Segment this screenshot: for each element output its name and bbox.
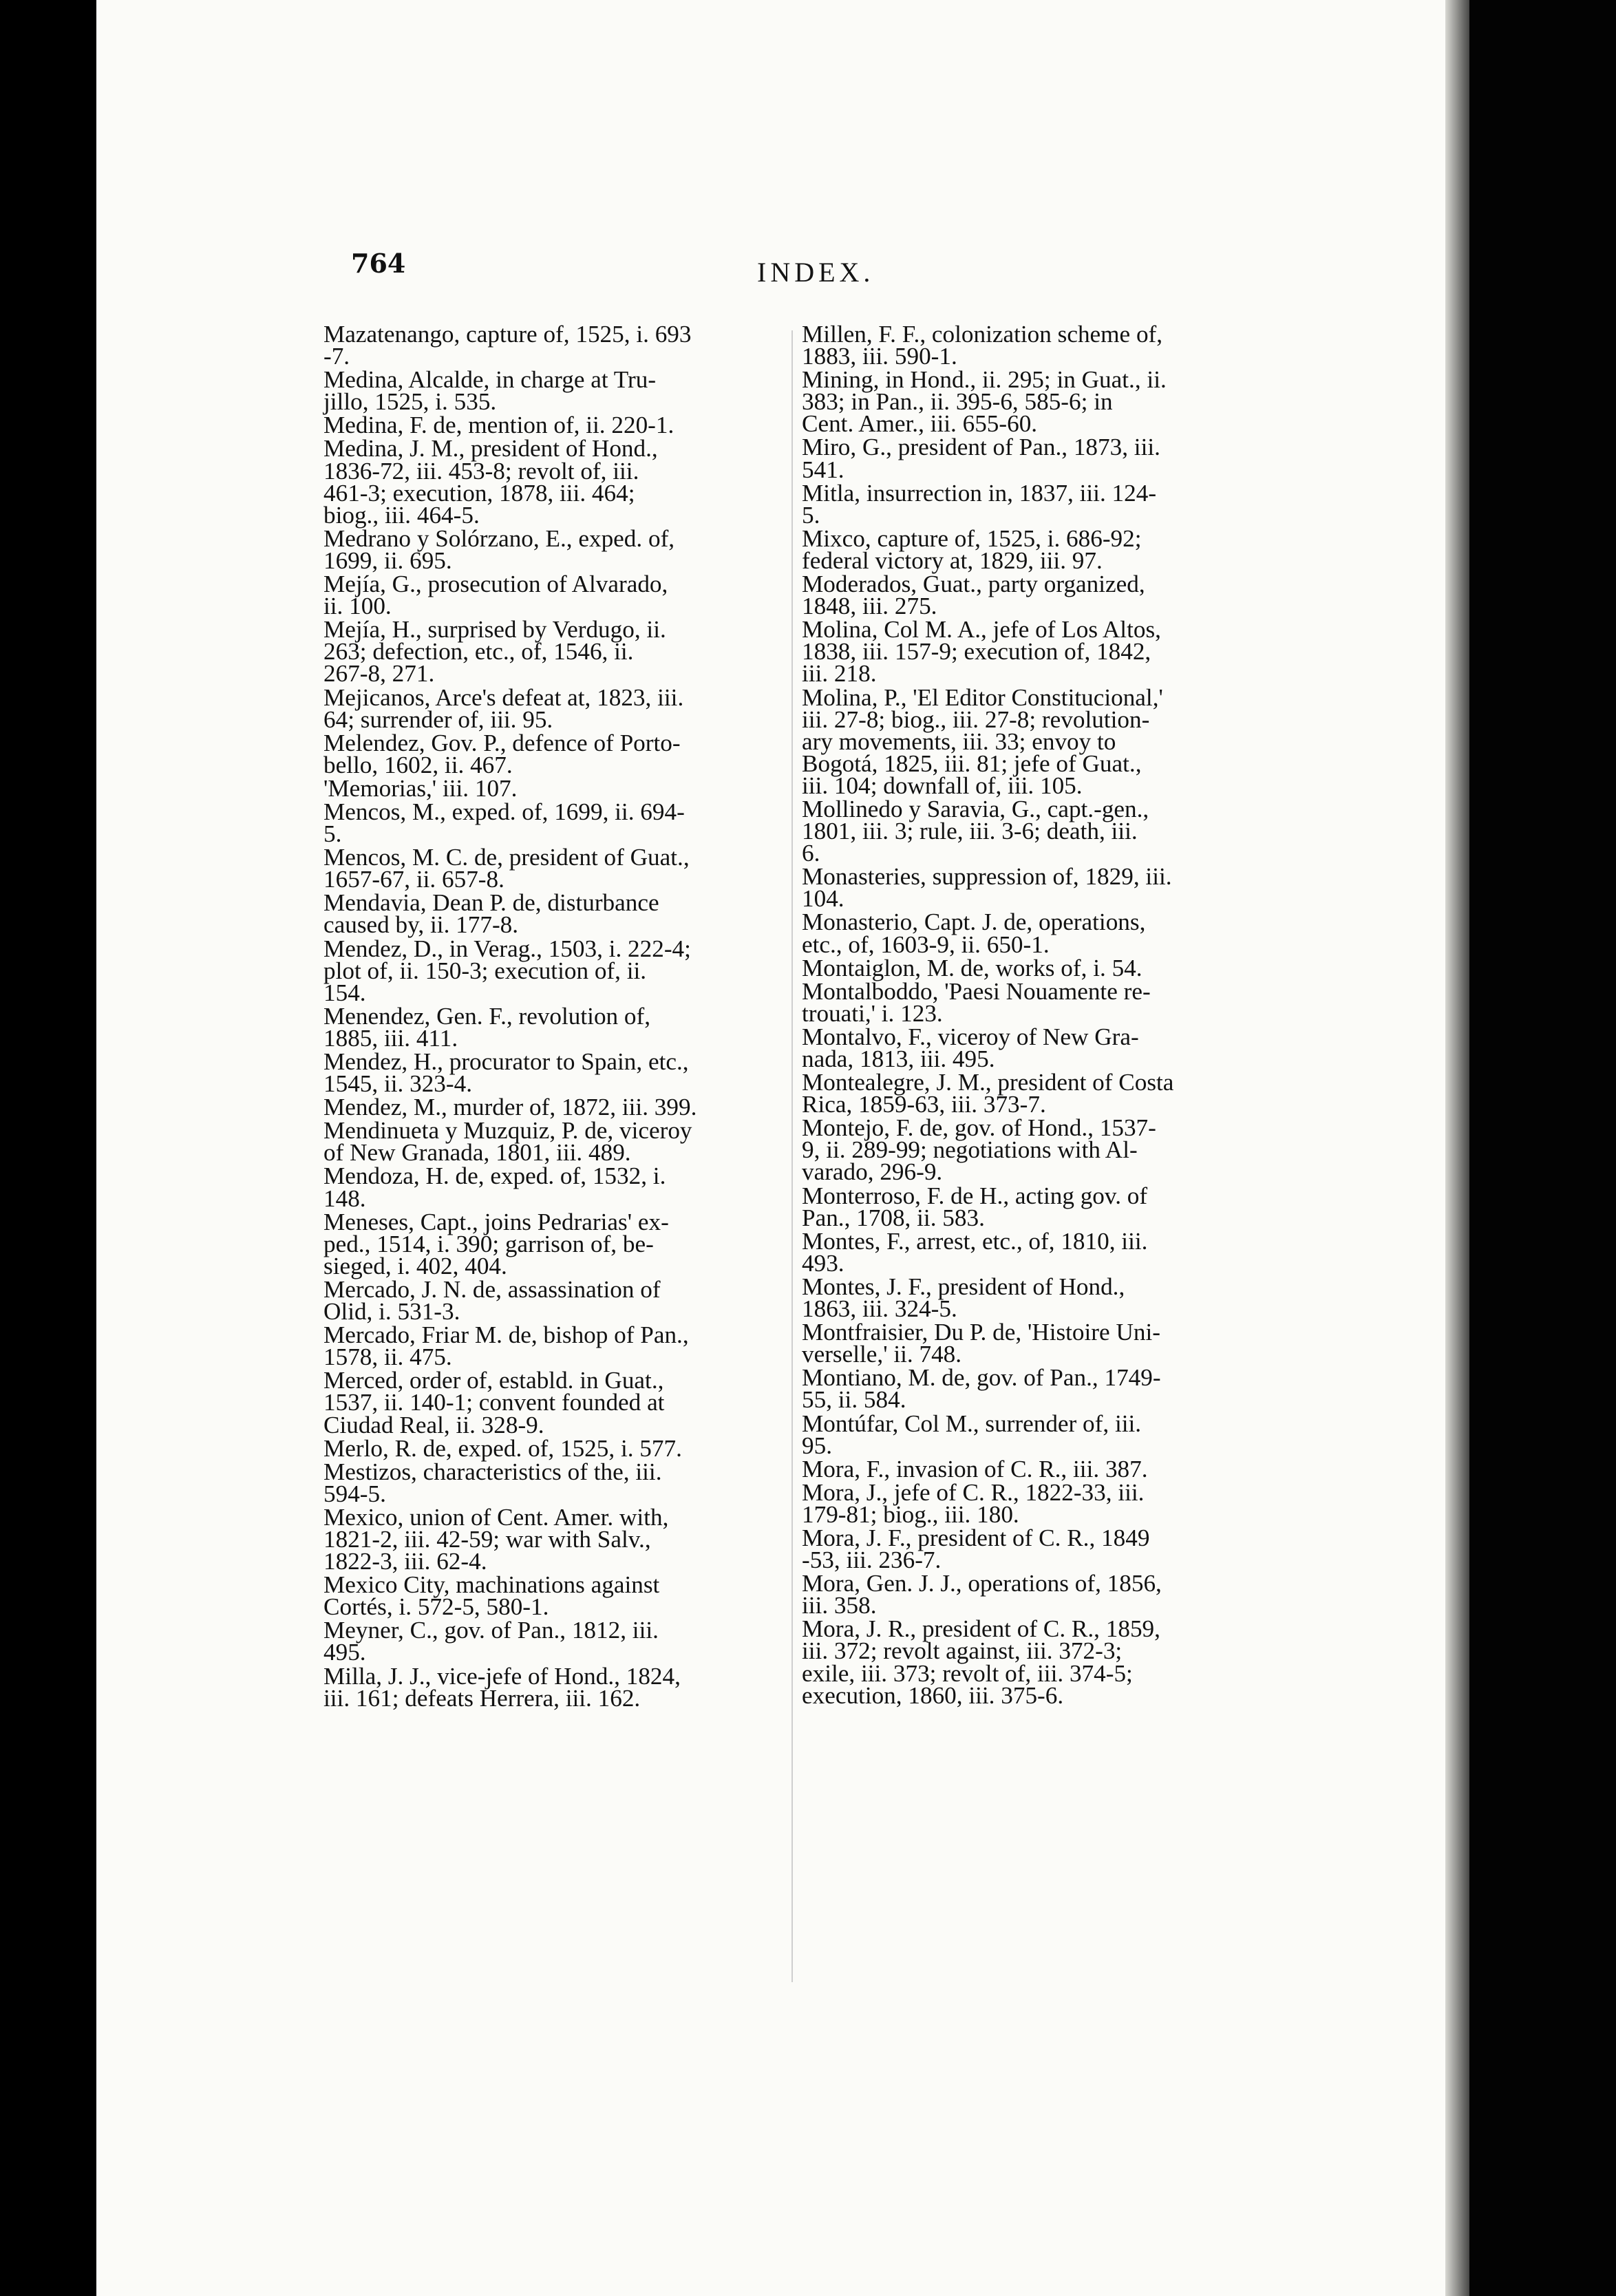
index-entry-line: 1836-72, iii. 453-8; revolt of, iii. (323, 457, 639, 485)
index-entry (802, 1478, 1249, 1528)
index-entry (323, 1617, 771, 1666)
index-entry-line: 493. (802, 1249, 844, 1277)
index-entry (802, 1319, 1249, 1368)
index-entry-line: Montiano, M. de, gov. of Pan., 1749- (802, 1364, 1161, 1392)
index-entry-line: 1545, ii. 323-4. (323, 1070, 473, 1098)
index-entry (323, 935, 771, 1006)
index-entry-line: 383; in Pan., ii. 395-6, 585-6; in (802, 388, 1113, 416)
index-entry (323, 774, 771, 802)
index-entry (802, 683, 1249, 799)
index-entry (323, 1162, 771, 1212)
index-entry-line: 179-81; biog., iii. 180. (802, 1500, 1019, 1528)
index-entry-line: 64; surrender of, iii. 95. (323, 705, 553, 733)
index-entry-line: Meyner, C., gov. of Pan., 1812, iii. (323, 1617, 659, 1644)
index-entry (802, 1570, 1249, 1619)
index-entry-line: iii. 372; revolt against, iii. 372-3; (802, 1637, 1123, 1665)
index-entry (802, 795, 1249, 867)
index-entry (323, 1002, 771, 1052)
index-entry (323, 1117, 771, 1167)
index-entry-line: Montes, J. F., president of Hond., (802, 1273, 1125, 1300)
index-entry-line: execution, 1860, iii. 375-6. (802, 1681, 1064, 1709)
index-entry (802, 366, 1249, 438)
index-entry (802, 524, 1249, 574)
index-entry-line: 6. (802, 840, 820, 867)
index-entry-line: Montealegre, J. M., president of Costa (802, 1069, 1174, 1096)
index-entry-line: Mendoza, H. de, exped. of, 1532, i. (323, 1162, 666, 1190)
index-entry-line: 9, ii. 289-99; negotiations with Al- (802, 1136, 1138, 1164)
index-entry-line: Medina, F. de, mention of, ii. 220-1. (323, 412, 674, 439)
index-entry-line: iii. 27-8; biog., iii. 27-8; revolution- (802, 705, 1150, 733)
index-entry-line: Mexico City, machinations against (323, 1571, 660, 1599)
index-entry-line: Mercado, Friar M. de, bishop of Pan., (323, 1321, 689, 1349)
index-entry-line: Mencos, M., exped. of, 1699, ii. 694- (323, 798, 685, 825)
index-entry-line: Mencos, M. C. de, president of Guat., (323, 844, 690, 871)
index-entry-line: Merced, order of, establd. in Guat., (323, 1367, 664, 1394)
index-entry (802, 863, 1249, 913)
index-entry-line: Mercado, J. N. de, assassination of (323, 1275, 661, 1303)
index-entry-line: Mora, J. F., president of C. R., 1849 (802, 1524, 1150, 1551)
index-entry-line: plot of, ii. 150-3; execution of, ii. (323, 957, 647, 984)
index-entry-line: iii. 358. (802, 1592, 877, 1619)
index-entry-line: Mora, J. R., president of C. R., 1859, (802, 1615, 1160, 1643)
index-entry (323, 844, 771, 893)
index-entry-line: Mejía, H., surprised by Verdugo, ii. (323, 616, 666, 644)
index-entry (323, 1208, 771, 1279)
index-entry-line: Mendez, M., murder of, 1872, iii. 399. (323, 1094, 697, 1121)
index-entry (802, 479, 1249, 529)
index-entry-line: 1885, iii. 411. (323, 1024, 458, 1052)
index-entry (323, 798, 771, 848)
index-entry-line: -53, iii. 236-7. (802, 1546, 942, 1574)
index-entry-line: verselle,' ii. 748. (802, 1341, 962, 1368)
index-entry-line: Monasterio, Capt. J. de, operations, (802, 908, 1146, 936)
index-entry (802, 434, 1249, 483)
index-entry-line: Mazatenango, capture of, 1525, i. 693 (323, 321, 692, 348)
index-entry-line: Bogotá, 1825, iii. 81; jefe of Guat., (802, 750, 1142, 777)
index-entry (323, 889, 771, 939)
index-entry-line: 263; defection, etc., of, 1546, ii. (323, 638, 634, 666)
index-entry-line: Mendavia, Dean P. de, disturbance (323, 889, 659, 917)
index-entry-line: 495. (323, 1639, 366, 1666)
index-entry-line: ary movements, iii. 33; envoy to (802, 727, 1116, 755)
index-entry (802, 571, 1249, 620)
index-entry-line: Mejicanos, Arce's defeat at, 1823, iii. (323, 683, 684, 711)
index-entry-line: iii. 218. (802, 660, 877, 688)
index-entry-line: Mestizos, characteristics of the, iii. (323, 1458, 662, 1485)
index-entry-line: Millen, F. F., colonization scheme of, (802, 321, 1163, 348)
index-entry-line: 1883, iii. 590-1. (802, 343, 957, 370)
index-entry (323, 616, 771, 688)
index-entry (323, 1503, 771, 1575)
index-entry-line: exile, iii. 373; revolt of, iii. 374-5; (802, 1659, 1133, 1687)
index-entry (802, 1182, 1249, 1231)
index-entry-line: iii. 161; defeats Herrera, iii. 162. (323, 1684, 641, 1712)
index-entry (323, 1367, 771, 1438)
index-entry-line: Merlo, R. de, exped. of, 1525, i. 577. (323, 1434, 682, 1462)
index-entry (802, 1273, 1249, 1323)
index-entry-line: Meneses, Capt., joins Pedrarias' ex- (323, 1208, 669, 1235)
index-entry-line: 95. (802, 1432, 832, 1459)
index-entry-line: Medina, Alcalde, in charge at Tru- (323, 366, 657, 394)
index-entry-line: Montúfar, Col M., surrender of, iii. (802, 1410, 1142, 1437)
index-entry (802, 1410, 1249, 1459)
index-entry (323, 1048, 771, 1098)
index-entry-line: Moderados, Guat., party organized, (802, 571, 1145, 598)
index-entry-line: trouati,' i. 123. (802, 999, 943, 1027)
index-entry (802, 616, 1249, 688)
index-entry-line: nada, 1813, iii. 495. (802, 1045, 995, 1072)
index-entry-line: -7. (323, 343, 350, 370)
index-entry-line: 1848, iii. 275. (802, 593, 937, 620)
column-divider (791, 330, 793, 1982)
index-entry-line: 461-3; execution, 1878, iii. 464; (323, 479, 635, 507)
index-entry-line: ii. 100. (323, 593, 392, 620)
index-entry-line: 55, ii. 584. (802, 1386, 906, 1414)
index-entry (323, 1662, 771, 1712)
index-entry (802, 908, 1249, 958)
index-entry (323, 1434, 771, 1462)
index-entry-line: Cent. Amer., iii. 655-60. (802, 410, 1038, 438)
page-number: 764 (351, 248, 406, 279)
index-entry-line: jillo, 1525, i. 535. (323, 388, 497, 416)
index-entry-line: 154. (323, 979, 366, 1006)
index-entry-line: 541. (802, 456, 844, 483)
index-entry (802, 1524, 1249, 1574)
index-entry-line: Montalvo, F., viceroy of New Gra- (802, 1023, 1139, 1050)
index-entry-line: Montfraisier, Du P. de, 'Histoire Uni- (802, 1319, 1160, 1346)
index-entry (323, 683, 771, 733)
index-entry-line: 1657-67, ii. 657-8. (323, 866, 504, 893)
index-entry-line: Montalboddo, 'Paesi Nouamente re- (802, 977, 1151, 1005)
running-head: INDEX. (757, 257, 875, 288)
index-entry-line: Mora, Gen. J. J., operations of, 1856, (802, 1570, 1162, 1597)
index-entry (323, 1094, 771, 1121)
index-entry-line: 1801, iii. 3; rule, iii. 3-6; death, iii. (802, 818, 1138, 845)
index-entry-line: Rica, 1859-63, iii. 373-7. (802, 1091, 1046, 1118)
index-entry-line: Melendez, Gov. P., defence of Porto- (323, 729, 681, 756)
index-entry-line: 5. (323, 820, 342, 848)
index-entry (323, 1458, 771, 1507)
index-column-left (323, 323, 771, 1711)
index-entry-line: Pan., 1708, ii. 583. (802, 1204, 985, 1231)
index-entry-line: 1838, iii. 157-9; execution of, 1842, (802, 638, 1151, 666)
index-entry (802, 1615, 1249, 1709)
index-entry (802, 1455, 1249, 1482)
index-entry-line: Mitla, insurrection in, 1837, iii. 124- (802, 479, 1157, 507)
index-entry-line: 1699, ii. 695. (323, 546, 452, 574)
index-entry-line: 1578, ii. 475. (323, 1343, 452, 1371)
index-entry-line: Montaiglon, M. de, works of, i. 54. (802, 954, 1142, 981)
index-entry (802, 323, 1249, 368)
index-entry (802, 1364, 1249, 1414)
index-entry-line: Mendez, D., in Verag., 1503, i. 222-4; (323, 935, 691, 962)
index-entry (802, 1114, 1249, 1186)
index-entry (323, 1571, 771, 1621)
index-entry-line: Mexico, union of Cent. Amer. with, (323, 1503, 669, 1531)
index-entry-line: Mora, F., invasion of C. R., iii. 387. (802, 1455, 1148, 1482)
index-entry-line: Olid, i. 531-3. (323, 1298, 460, 1326)
index-entry (802, 954, 1249, 981)
index-entry-line: Mixco, capture of, 1525, i. 686-92; (802, 524, 1142, 552)
index-entry (323, 366, 771, 416)
index-entry-line: caused by, ii. 177-8. (323, 911, 519, 939)
index-entry-line: sieged, i. 402, 404. (323, 1252, 507, 1279)
index-entry-line: Molina, P., 'El Editor Constitucional,' (802, 683, 1163, 711)
index-entry-line: Cortés, i. 572-5, 580-1. (323, 1593, 549, 1621)
index-entry-line: Miro, G., president of Pan., 1873, iii. (802, 434, 1160, 461)
index-entry (323, 323, 771, 368)
index-entry (802, 1069, 1249, 1118)
index-entry-line: Monterroso, F. de H., acting gov. of (802, 1182, 1148, 1209)
index-entry (802, 1023, 1249, 1072)
index-entry-line: biog., iii. 464-5. (323, 501, 480, 529)
index-entry-line: Mendinueta y Muzquiz, P. de, viceroy (323, 1117, 692, 1145)
index-entry-line: Mendez, H., procurator to Spain, etc., (323, 1048, 689, 1075)
index-entry (323, 1321, 771, 1371)
index-entry (802, 977, 1249, 1027)
index-entry (323, 729, 771, 778)
index-entry-line: Mining, in Hond., ii. 295; in Guat., ii. (802, 366, 1167, 394)
index-entry-line: Montejo, F. de, gov. of Hond., 1537- (802, 1114, 1156, 1142)
index-entry-line: Montes, F., arrest, etc., of, 1810, iii. (802, 1227, 1148, 1255)
index-entry-line: Molina, Col M. A., jefe of Los Altos, (802, 616, 1161, 644)
index-entry-line: Monasteries, suppression of, 1829, iii. (802, 863, 1172, 891)
index-entry (323, 524, 771, 574)
index-entry-line: 'Memorias,' iii. 107. (323, 774, 518, 802)
index-entry-line: Ciudad Real, ii. 328-9. (323, 1411, 544, 1438)
index-entry (802, 1227, 1249, 1277)
index-entry-line: Mora, J., jefe of C. R., 1822-33, iii. (802, 1478, 1145, 1506)
index-column-right (802, 323, 1249, 1708)
index-entry-line: etc., of, 1603-9, ii. 650-1. (802, 931, 1050, 958)
scan-border-left (0, 0, 96, 2296)
index-entry-line: 267-8, 271. (323, 660, 435, 688)
index-entry-line: 1537, ii. 140-1; convent founded at (323, 1389, 665, 1416)
index-entry-line: 1863, iii. 324-5. (802, 1295, 957, 1323)
index-entry (323, 435, 771, 529)
index-entry-line: iii. 104; downfall of, iii. 105. (802, 772, 1083, 799)
index-entry-line: Medrano y Solórzano, E., exped. of, (323, 524, 675, 552)
index-entry-line: 148. (323, 1184, 366, 1212)
index-entry-line: 104. (802, 885, 844, 913)
index-entry-line: Mejía, G., prosecution of Alvarado, (323, 571, 668, 598)
index-entry (323, 1275, 771, 1326)
index-entry-line: Mollinedo y Saravia, G., capt.-gen., (802, 795, 1149, 822)
index-entry-line: 1821-2, iii. 42-59; war with Salv., (323, 1525, 651, 1553)
index-entry-line: 1822-3, iii. 62-4. (323, 1548, 487, 1575)
index-entry-line: ped., 1514, i. 390; garrison of, be- (323, 1230, 654, 1257)
index-entry (323, 412, 771, 439)
index-entry-line: federal victory at, 1829, iii. 97. (802, 546, 1103, 574)
index-entry-line: Milla, J. J., vice-jefe of Hond., 1824, (323, 1662, 681, 1690)
index-entry-line: 594-5. (323, 1480, 386, 1507)
index-entry-line: Menendez, Gen. F., revolution of, (323, 1002, 651, 1030)
index-entry (323, 571, 771, 620)
index-entry-line: 5. (802, 501, 820, 529)
book-page (96, 0, 1469, 2296)
index-entry-line: bello, 1602, ii. 467. (323, 751, 513, 778)
index-entry-line: of New Granada, 1801, iii. 489. (323, 1139, 631, 1167)
index-entry-line: Medina, J. M., president of Hond., (323, 435, 658, 463)
scan-border-right (1469, 0, 1616, 2296)
index-entry-line: varado, 296-9. (802, 1158, 943, 1186)
